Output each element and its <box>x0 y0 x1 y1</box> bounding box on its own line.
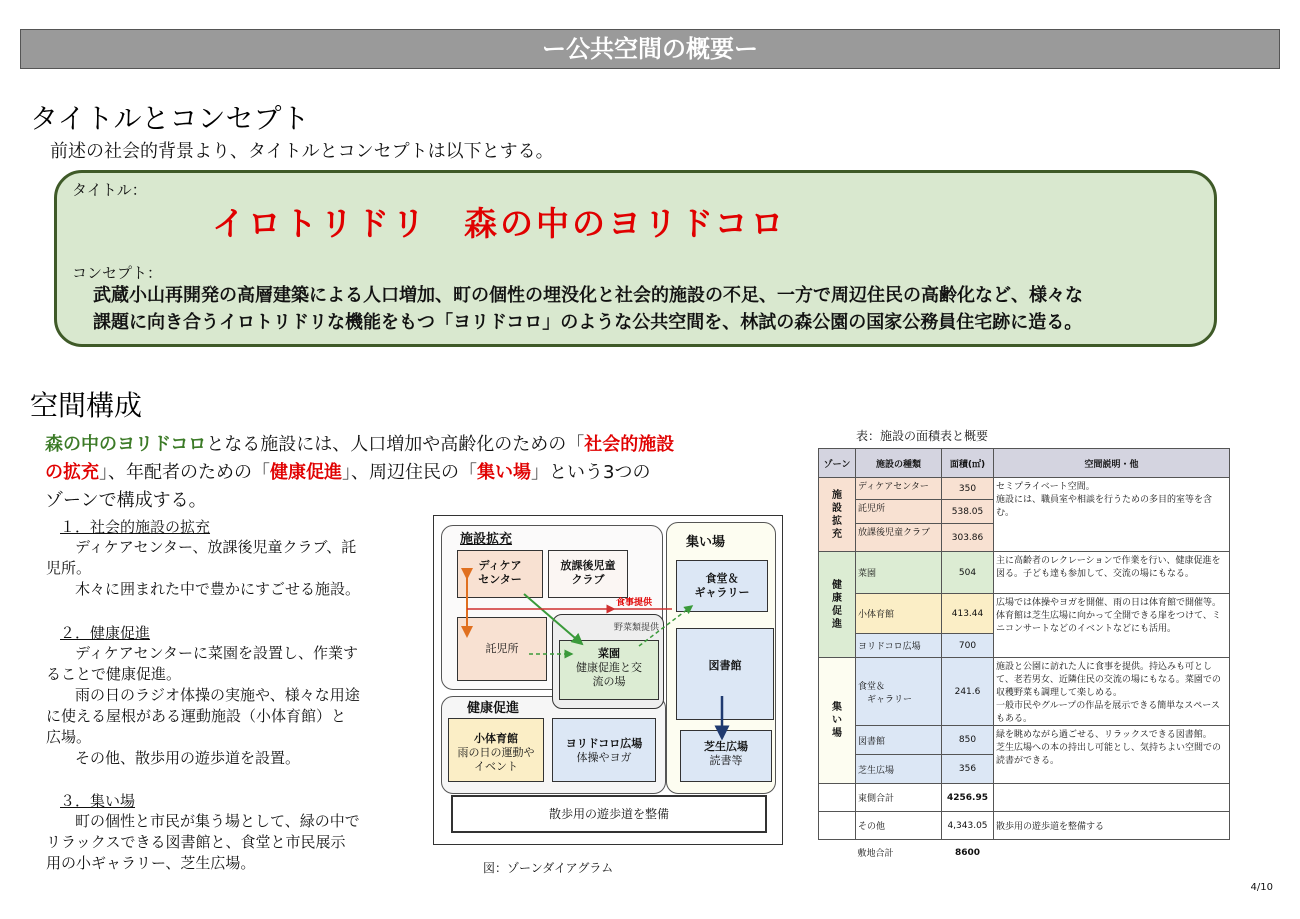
zone-item-1 <box>46 516 420 600</box>
lead-text: となる施設には、人口増加や高齢化のための「 <box>206 434 585 455</box>
zone-item-heading: ３．集い場 <box>60 792 136 810</box>
table-row <box>819 726 1230 755</box>
zone-item-line: 木々に囲まれた中で豊かにすごせる施設。 <box>60 580 361 598</box>
diagram-caption: 図：ゾーンダイアグラム <box>483 861 614 875</box>
facility-area-table <box>818 448 1230 866</box>
table-row <box>819 658 1230 726</box>
zone-item-line: 町の個性と市民が集う場として、緑の中で <box>60 812 360 830</box>
table-cell-total-value: 4256.95 <box>942 784 994 812</box>
lead-text: ゾーンで構成する。 <box>45 490 207 511</box>
facility-garden-label: 菜園 <box>598 647 620 660</box>
table-header-cell: ゾーン <box>819 449 856 478</box>
zone-item-line: 用の小ギャラリー、芝生広場。 <box>46 854 256 872</box>
page-header-bar: ー公共空間の概要ー <box>20 29 1280 69</box>
zone-item-line: ディケアセンター、放課後児童クラブ、託 <box>60 538 357 556</box>
zone-cell-gather-label: 集い場 <box>832 702 842 739</box>
table-cell-area: 350 <box>942 478 994 500</box>
zone-diagram <box>433 515 783 845</box>
facility-garden-sub: 健康促進と交 流の場 <box>576 661 642 688</box>
table-cell-area: 241.6 <box>942 658 994 726</box>
lead-text: 」、周辺住民の「 <box>342 462 477 483</box>
facility-daycare-label: ディケア センター <box>478 559 522 586</box>
table-cell-facility: 菜園 <box>856 552 942 594</box>
arrow-daycare-garden <box>524 594 582 644</box>
zone-item-3 <box>46 790 420 874</box>
table-cell-area: 538.05 <box>942 500 994 524</box>
table-cell-site-label: 敷地合計 <box>857 849 894 860</box>
zone-cell-expand-label: 施設拡充 <box>832 489 842 540</box>
page-number: 4/10 <box>1250 882 1273 893</box>
table-cell-facility: ディケアセンター <box>856 478 942 500</box>
title-label: タイトル： <box>72 181 147 199</box>
facility-cafeteria-label: 食堂＆ ギャラリー <box>694 572 750 599</box>
table-cell-empty <box>994 784 1230 812</box>
table-row <box>819 552 1230 594</box>
table-cell-facility: 託児所 <box>856 500 942 524</box>
facility-gym-label: 小体育館 <box>474 732 518 745</box>
table-row-site <box>819 840 1230 866</box>
zone-health-title: 健康促進 <box>467 701 520 716</box>
table-header-cell: 施設の種類 <box>856 449 942 478</box>
table-cell-desc: 施設と公園に訪れた人に食事を提供。持込みも可として、老若男女、近隣住民の交流の場にもなる。菜園での収穫野菜も調理して楽しめる。 一般市民やグループの作品を展示できる簡単なスペースもある。 <box>994 658 1230 726</box>
zone-cell-health <box>819 552 856 658</box>
zone-item-line: 広場。 <box>46 728 92 746</box>
zone-item-line: ることで健康促進。 <box>46 665 182 683</box>
diagram-arrows <box>434 516 784 846</box>
table-cell-area: 504 <box>942 552 994 594</box>
lead-zone-social: 社会的施設 <box>584 434 675 455</box>
facility-walking-path-label: 散歩用の遊歩道を整備 <box>548 807 669 821</box>
table-cell-area: 850 <box>942 726 994 755</box>
zone-cell-expand <box>819 478 856 552</box>
main-title: イロトリドリ 森の中のヨリドコロ <box>212 204 787 243</box>
space-lead-paragraph <box>45 431 745 515</box>
zone-item-line: に使える屋根がある運動施設（小体育館）と <box>46 707 347 725</box>
facility-afterschool-label: 放課後児童 クラブ <box>560 559 616 586</box>
table-header-cell: 空間説明・他 <box>994 449 1230 478</box>
zone-item-heading: １．社会的施設の拡充 <box>60 518 211 536</box>
facility-lawn-sub: 読書等 <box>709 754 743 767</box>
table-cell-empty <box>819 812 856 840</box>
facility-gym-sub: 雨の日の運動や イベント <box>457 746 535 773</box>
section-intro: 前述の社会的背景より、タイトルとコンセプトは以下とする。 <box>50 141 554 162</box>
table-cell-other-label: その他 <box>856 812 942 840</box>
lead-concept-name: 森の中のヨリドコロ <box>45 434 207 455</box>
table-cell-desc: セミプライベート空間。 施設には、職員室や相談を行うための多目的室等を含む。 <box>994 478 1230 552</box>
table-cell-desc: 主に高齢者のレクレーションで作業を行い、健康促進を図る。子ども達も参加して、交流の場にもなる。 <box>994 552 1230 594</box>
zone-item-line: ディケアセンターに菜園を設置し、作業す <box>60 644 359 662</box>
facility-nursery-label: 託児所 <box>485 642 519 655</box>
table-cell-facility: 食堂＆ ギャラリー <box>856 658 942 726</box>
table-cell-empty <box>819 784 856 812</box>
zone-item-line: リラックスできる図書館と、食堂と市民展示 <box>46 833 346 851</box>
lead-zone-social-cont: の拡充 <box>45 462 99 483</box>
table-cell-area: 356 <box>942 755 994 784</box>
label-food-provision: 食事提供 <box>616 598 653 608</box>
table-cell-other-desc: 散歩用の遊歩道を整備する <box>994 812 1230 840</box>
zone-expand-title: 施設拡充 <box>460 532 513 547</box>
table-cell-desc: 広場では体操やヨガを開催、雨の日は体育館で開催等。 体育館は芝生広場に向かって全開できる扉をつけて、ミニコンサートなどのイベントなどにも活用。 <box>994 594 1230 658</box>
table-cell-facility: 小体育館 <box>856 594 942 634</box>
zone-item-line: 児所。 <box>46 559 92 577</box>
lead-zone-health: 健康促進 <box>270 462 342 483</box>
table-cell-empty <box>994 840 1230 866</box>
table-row-other <box>819 812 1230 840</box>
table-cell-facility: 図書館 <box>856 726 942 755</box>
table-cell-facility: 芝生広場 <box>856 755 942 784</box>
concept-line-2: 課題に向き合うイロトリドリな機能をもつ「ヨリドコロ」のような公共空間を、林試の森公園の国家公務員住宅跡に造る。 <box>93 312 1083 333</box>
table-cell-empty <box>819 840 856 866</box>
facility-plaza-sub: 体操やヨガ <box>576 751 632 764</box>
table-cell-area: 413.44 <box>942 594 994 634</box>
table-cell-total-label: 東側合計 <box>856 784 942 812</box>
facility-library-label: 図書館 <box>708 659 742 672</box>
table-cell-area: 303.86 <box>942 524 994 552</box>
table-cell-other-value: 4,343.05 <box>942 812 994 840</box>
concept-label: コンセプト： <box>72 264 163 282</box>
table-cell-facility: 放課後児童クラブ <box>856 524 942 552</box>
zone-item-2 <box>46 622 420 769</box>
lead-text: 」という3つの <box>531 462 651 483</box>
table-cell-area: 700 <box>942 634 994 658</box>
section-heading-space: 空間構成 <box>30 389 143 422</box>
table-cell-desc: 緑を眺めながら過ごせる、リラックスできる図書館。 芝生広場への本の持出し可能とし、気持ちよい空間での読書ができる。 <box>994 726 1230 784</box>
zone-item-line: その他、散歩用の遊歩道を設置。 <box>60 749 301 767</box>
table-caption: 表：施設の面積表と概要 <box>856 429 989 443</box>
lead-zone-gather: 集い場 <box>477 462 531 483</box>
zone-gather-title: 集い場 <box>686 535 726 550</box>
facility-plaza-label: ヨリドコロ広場 <box>565 737 643 750</box>
arrow-garden-cafeteria <box>639 606 692 646</box>
zone-item-heading: ２．健康促進 <box>60 624 151 642</box>
table-header-row <box>819 449 1230 478</box>
zone-cell-gather <box>819 658 856 784</box>
table-row <box>819 594 1230 634</box>
table-cell-facility: ヨリドコロ広場 <box>856 634 942 658</box>
label-vegetable-provision: 野菜類提供 <box>614 623 660 633</box>
table-row-total <box>819 784 1230 812</box>
table-cell-site-value: 8600 <box>954 847 981 858</box>
section-heading-title-concept: タイトルとコンセプト <box>30 102 310 135</box>
zone-cell-health-label: 健康促進 <box>832 579 842 630</box>
concept-line-1: 武蔵小山再開発の高層建築による人口増加、町の個性の埋没化と社会的施設の不足、一方で周辺住民の高齢化など、様々な <box>93 285 1083 306</box>
facility-lawn-label: 芝生広場 <box>704 740 748 753</box>
table-row <box>819 478 1230 500</box>
lead-text: 」、年配者のための「 <box>99 462 270 483</box>
zone-item-line: 雨の日のラジオ体操の実施や、様々な用途 <box>60 686 360 704</box>
table-header-cell: 面積(㎡) <box>942 449 994 478</box>
